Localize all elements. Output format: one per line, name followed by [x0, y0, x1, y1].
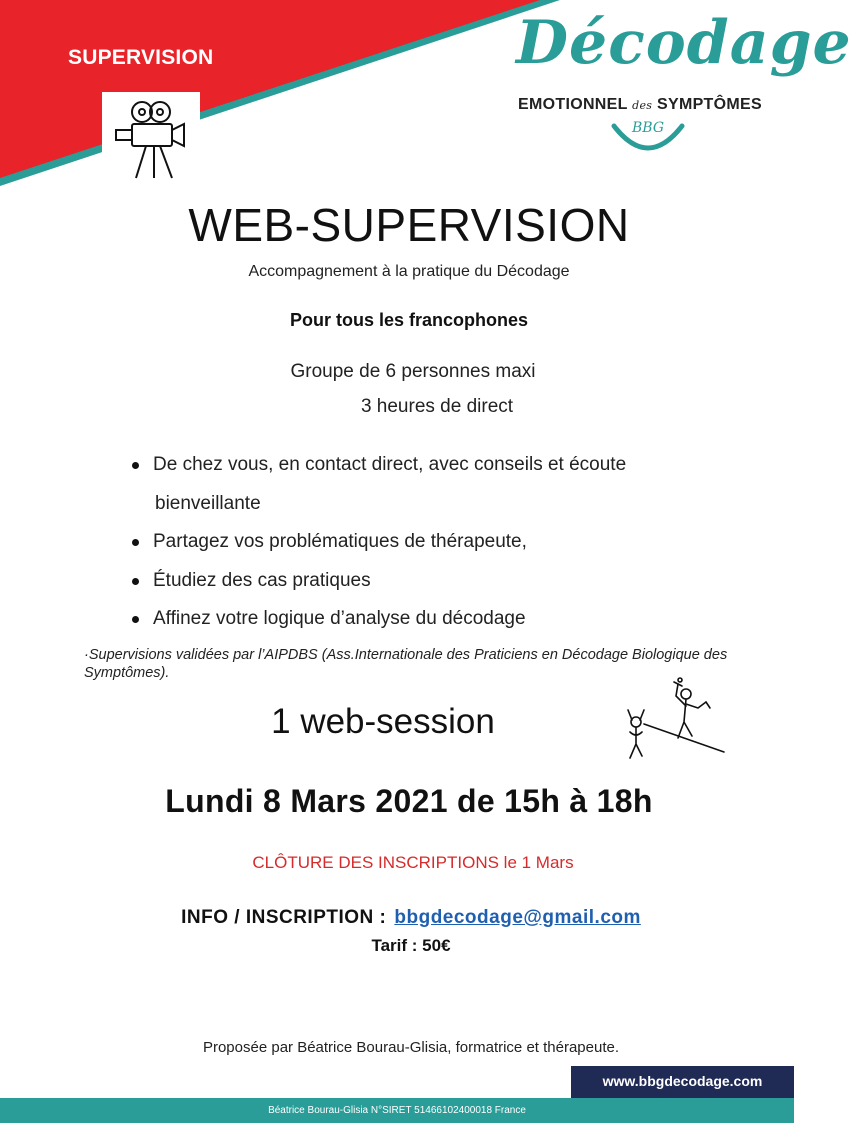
climbers-icon — [614, 672, 726, 762]
list-item-continuation: bienveillante — [155, 492, 261, 514]
banner-label: SUPERVISION — [68, 46, 214, 69]
registration-closing: CLÔTURE DES INSCRIPTIONS le 1 Mars — [252, 853, 574, 872]
list-item: Affinez votre logique d’analyse du décodage — [130, 600, 750, 639]
logo-subtitle-b: SYMPTÔMES — [652, 96, 762, 113]
benefits-list — [130, 446, 750, 639]
website-link[interactable]: www.bbgdecodage.com — [571, 1066, 794, 1098]
proposed-by-text: Proposée par Béatrice Bourau-Glisia, formatrice et thérapeute. — [202, 1039, 620, 1056]
audience-text: Pour tous les francophones — [289, 310, 529, 330]
page-subtitle: Accompagnement à la pratique du Décodage — [248, 263, 570, 280]
validation-note: ·Supervisions validées par l’AIPDBS (Ass.Internationale des Praticiens en Décodage Biologique des Symptômes). — [84, 647, 728, 681]
price-text: Tarif : 50€ — [371, 936, 451, 955]
logo-subtitle — [510, 96, 770, 114]
logo-mark: BBG — [631, 120, 665, 136]
duration-text: 3 heures de direct — [360, 396, 514, 417]
list-item: Partagez vos problématiques de thérapeute, — [130, 523, 750, 562]
session-date: Lundi 8 Mars 2021 de 15h à 18h — [165, 783, 653, 819]
group-size-text: Groupe de 6 personnes maxi — [290, 361, 536, 382]
logo-subtitle-small: des — [632, 99, 653, 112]
list-item: Étudiez des cas pratiques — [130, 562, 750, 601]
logo-title: Décodage — [516, 8, 852, 78]
email-link[interactable]: bbgdecodage@gmail.com — [394, 907, 641, 928]
contact-label: INFO / INSCRIPTION : — [181, 907, 387, 928]
list-item: De chez vous, en contact direct, avec conseils et écoute — [130, 446, 750, 485]
brand-logo — [510, 8, 852, 158]
contact-line — [14, 907, 808, 929]
logo-subtitle-a: EMOTIONNEL — [518, 96, 633, 113]
footer-legal: Béatrice Bourau-Glisia N°SIRET 51466102400018 France — [0, 1098, 794, 1123]
film-camera-icon — [102, 92, 200, 184]
page-title: WEB-SUPERVISION — [188, 199, 630, 251]
session-label: 1 web-session — [271, 702, 495, 741]
